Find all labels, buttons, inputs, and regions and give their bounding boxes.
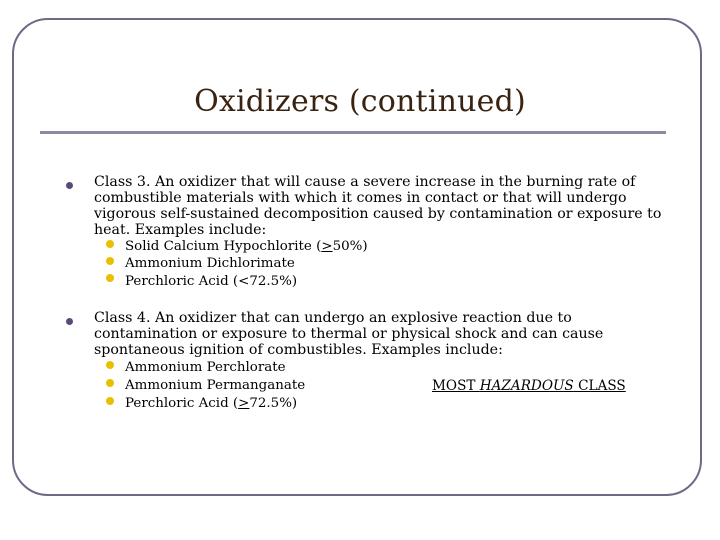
sub-bullet-icon (106, 397, 114, 405)
example-item: Ammonium Dichlorimate (125, 256, 295, 271)
bullet-icon (66, 318, 73, 325)
paragraph-line: Class 4. An oxidizer that can undergo an explosive reaction due to (94, 310, 572, 326)
class-4-paragraph (94, 310, 674, 358)
title-divider (40, 131, 666, 134)
sub-bullet-icon (106, 240, 114, 248)
sub-bullet-icon (106, 257, 114, 265)
example-item: Ammonium Perchlorate (125, 360, 286, 375)
example-item: Perchloric Acid (>72.5%) (125, 396, 298, 411)
paragraph-line: heat. Examples include: (94, 222, 267, 238)
bullet-icon (66, 182, 73, 189)
paragraph-line: contamination or exposure to thermal or physical shock and can cause (94, 326, 604, 342)
hazard-label: MOST HAZARDOUS CLASS (432, 378, 626, 394)
example-item: Ammonium Permanganate (125, 378, 306, 393)
sub-bullet-icon (106, 379, 114, 387)
paragraph-line: spontaneous ignition of combustibles. Examples include: (94, 342, 503, 358)
paragraph-line: Class 3. An oxidizer that will cause a severe increase in the burning rate of (94, 174, 636, 190)
example-item: Solid Calcium Hypochlorite (>50%) (125, 239, 368, 254)
sub-bullet-icon (106, 361, 114, 369)
example-item: Perchloric Acid (<72.5%) (125, 274, 298, 289)
sub-bullet-icon (106, 274, 114, 282)
slide-title: Oxidizers (continued) (194, 84, 526, 119)
paragraph-line: vigorous self-sustained decomposition caused by contamination or exposure to (94, 206, 662, 222)
paragraph-line: combustible materials with which it comes in contact or that will undergo (94, 190, 627, 206)
class-3-paragraph (94, 174, 674, 238)
